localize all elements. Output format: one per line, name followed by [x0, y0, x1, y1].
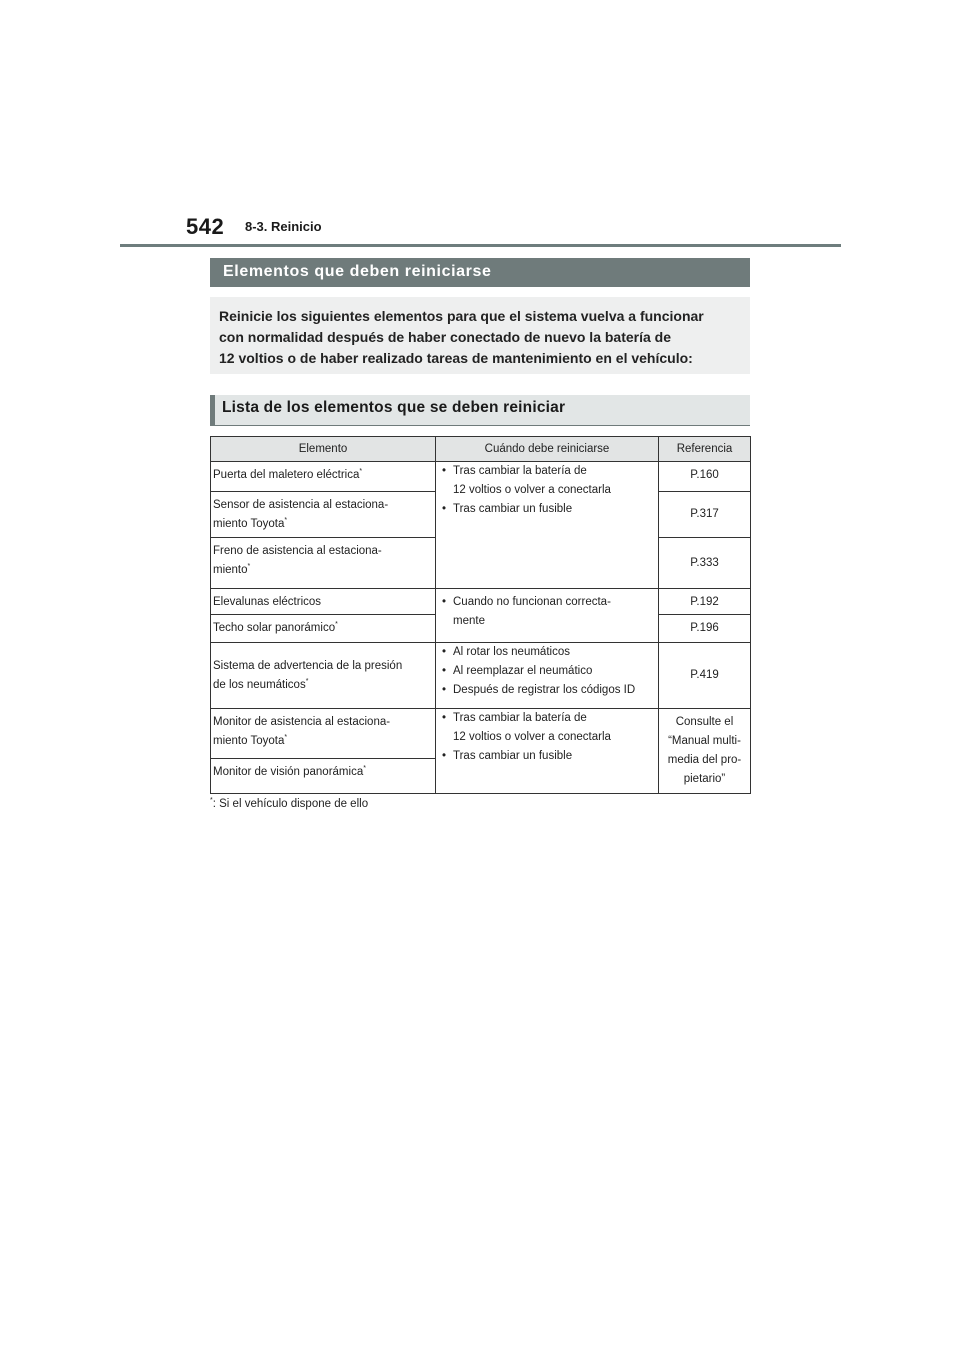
page-number: 542 [186, 214, 225, 239]
bullet-item: • Tras cambiar la batería de [440, 709, 656, 728]
table-row [211, 589, 751, 615]
element-text: Sistema de advertencia de la presión [213, 659, 403, 672]
element-text: Sensor de asistencia al estaciona- [213, 499, 389, 511]
reference-line: “Manual multi- [668, 735, 741, 747]
reference-cell: P.419 [659, 643, 751, 709]
bullet-continuation: mente [453, 615, 485, 627]
reset-items-table [210, 436, 751, 794]
asterisk-mark: * [305, 677, 309, 685]
section-title: Elementos que deben reiniciarse [210, 258, 750, 287]
element-text: miento Toyota [213, 735, 285, 747]
bullet-continuation: 12 voltios o volver a conectarla [453, 731, 611, 743]
reference-cell: P.333 [659, 538, 751, 589]
table-row [211, 709, 751, 759]
footnote-mark: * [210, 797, 213, 804]
element-text: miento [213, 564, 248, 576]
asterisk-mark: * [284, 734, 288, 741]
column-header: Cuándo debe reiniciarse [436, 437, 659, 462]
bullet-item: • Tras cambiar la batería de [440, 462, 656, 481]
asterisk-mark: * [335, 621, 338, 628]
element-text: Monitor de asistencia al estaciona- [213, 716, 391, 728]
reference-line: media del pro- [667, 754, 742, 766]
footnote [210, 798, 368, 810]
reference-cell [659, 709, 751, 794]
element-text: Techo solar panorámico [213, 622, 336, 634]
element-text: Monitor de visión panorámica [213, 766, 364, 778]
column-header: Referencia [659, 437, 751, 462]
when-cell [436, 589, 659, 643]
element-text: miento Toyota [213, 518, 285, 530]
asterisk-mark: * [363, 765, 366, 772]
element-cell [211, 709, 436, 759]
bullet-item: • Cuando no funcionan correcta- [440, 593, 656, 612]
reference-line: pietario” [683, 773, 726, 785]
element-text: Freno de asistencia al estaciona- [213, 545, 382, 557]
column-header: Elemento [211, 437, 436, 462]
bullet-item: • Después de registrar los códigos ID [440, 681, 656, 700]
element-cell [211, 462, 436, 492]
bullet-item: • Al reemplazar el neumático [440, 662, 656, 681]
footnote-text: : Si el vehículo dispone de ello [212, 798, 369, 810]
intro-line: con normalidad después de haber conectado de nuevo la batería de [219, 329, 672, 345]
section-label: 8-3. Reinicio [245, 219, 322, 234]
reference-line: Consulte el [675, 716, 734, 728]
element-cell [211, 538, 436, 589]
when-cell [436, 462, 659, 589]
bullet-continuation: 12 voltios o volver a conectarla [453, 484, 611, 496]
bullet-item: • Al rotar los neumáticos [440, 643, 656, 662]
reference-cell: P.160 [659, 462, 751, 492]
element-text: de los neumáticos [213, 678, 306, 691]
subheading: Lista de los elementos que se deben reiniciar [210, 395, 750, 425]
asterisk-mark: * [247, 563, 251, 570]
reference-cell: P.196 [659, 615, 751, 643]
when-cell [436, 709, 659, 794]
intro-line: 12 voltios o de haber realizado tareas de mantenimiento en el vehículo: [219, 350, 693, 366]
header-rule [120, 244, 841, 247]
element-cell [211, 615, 436, 643]
element-text: Puerta del maletero eléctrica [213, 469, 360, 481]
intro-line: Reinicie los siguientes elementos para que el sistema vuelva a funcionar [219, 308, 704, 324]
asterisk-mark: * [359, 468, 363, 475]
element-cell [211, 643, 436, 709]
table-header-row [211, 437, 751, 462]
table-row [211, 643, 751, 709]
element-cell: Elevalunas eléctricos [211, 589, 436, 615]
intro-box [210, 297, 750, 374]
asterisk-mark: * [284, 517, 288, 524]
bullet-item: • Tras cambiar un fusible [440, 747, 656, 766]
element-cell [211, 759, 436, 794]
bullet-item: • Tras cambiar un fusible [440, 500, 656, 519]
when-cell [436, 643, 659, 709]
table-row [211, 462, 751, 492]
reference-cell: P.317 [659, 492, 751, 538]
element-cell [211, 492, 436, 538]
reference-cell: P.192 [659, 589, 751, 615]
